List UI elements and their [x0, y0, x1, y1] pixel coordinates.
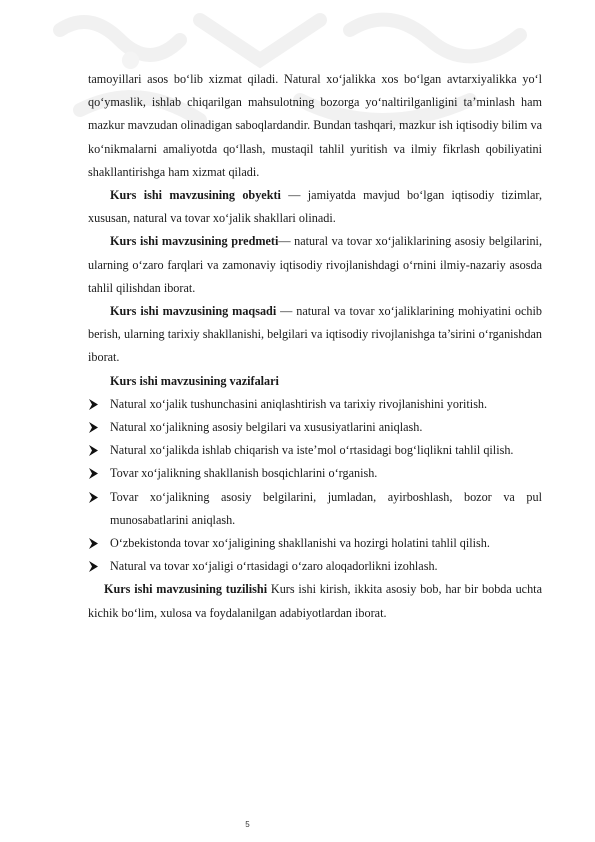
obyekt-label: Kurs ishi mavzusining obyekti	[110, 188, 281, 203]
maqsadi-paragraph	[88, 300, 542, 370]
vazifalari-list	[88, 393, 542, 579]
list-item-text: Tovar xo‘jalikning shakllanish bosqichlarini o‘rganish.	[110, 466, 378, 481]
document-page	[88, 68, 542, 625]
list-item-text: Natural xo‘jalik tushunchasini aniqlashtirish va tarixiy rivojlanishini yoritish.	[110, 396, 488, 411]
arrow-bullet-icon	[88, 538, 98, 549]
list-item	[88, 532, 542, 555]
predmeti-label: Kurs ishi mavzusining predmeti	[110, 234, 279, 249]
arrow-bullet-icon	[88, 492, 98, 503]
list-item-text: Natural xo‘jalikda ishlab chiqarish va iste’mol o‘rtasidagi bog‘liqlikni tahlil qilish.	[110, 443, 514, 458]
list-item	[88, 439, 542, 462]
list-item-text: Tovar xo‘jalikning asosiy belgilarini, jumladan, ayirboshlash, bozor va pul munosabatlarini aniqlash.	[110, 489, 542, 527]
vazifalari-heading: Kurs ishi mavzusining vazifalari	[110, 373, 279, 388]
list-item-text: O‘zbekistonda tovar xo‘jaligining shakllanishi va hozirgi holatini tahlil qilish.	[110, 536, 490, 551]
tuzilishi-label: Kurs ishi mavzusining tuzilishi	[104, 582, 268, 597]
arrow-bullet-icon	[88, 561, 98, 572]
list-item-text: Natural va tovar xo‘jaligi o‘rtasidagi o‘zaro aloqadorlikni izohlash.	[110, 559, 438, 574]
tuzilishi-text: Kurs ishi kirish, ikkita asosiy bob, har bir bobda uchta kichik bo‘lim, xulosa va foydalanilgan adabiyotlardan iborat.	[88, 582, 542, 620]
page-number: 5	[245, 820, 250, 829]
arrow-bullet-icon	[88, 468, 98, 479]
tuzilishi-paragraph	[88, 578, 542, 624]
maqsadi-label: Kurs ishi mavzusining maqsadi	[110, 304, 277, 319]
list-item	[88, 393, 542, 416]
list-item-text: Natural xo‘jalikning asosiy belgilari va xususiyatlarini aniqlash.	[110, 420, 423, 435]
obyekt-paragraph	[88, 184, 542, 230]
predmeti-text: — natural va tovar xo‘jaliklarining asosiy belgilarini, ularning o‘zaro farqlari va zamonaviy iqtisodiy rivojlanishdagi o‘rnini ilmiy-nazariy asosda tahlil qilishdan iborat.	[88, 234, 542, 295]
arrow-bullet-icon	[88, 445, 98, 456]
maqsadi-text: — natural va tovar xo‘jaliklarining mohiyatini ochib berish, ularning tarixiy shakllanishi, belgilari va iqtisodiy rivojlanishga ta’sirini o‘rganishdan iborat.	[88, 304, 542, 365]
intro-paragraph: tamoyillari asos bo‘lib xizmat qiladi. Natural xo‘jalikka xos bo‘lgan avtarxiyalikka yo‘l qo‘ymaslik, ishlab chiqarilgan mahsulotning bozorga yo‘naltirilganligini ta’minlash ham mazkur mavzudan olinadigan saboqlardandir. Bundan tashqari, mazkur ish iqtisodiy bilim va ko‘nikmalarni amaliyotda qo‘llash, mustaqil tahlil yuritish va ilmiy fikrlash qobiliyatini shakllantirishga ham xizmat qiladi.	[88, 72, 542, 179]
predmeti-paragraph	[88, 230, 542, 300]
list-item	[88, 555, 542, 578]
list-item	[88, 462, 542, 485]
obyekt-text: — jamiyatda mavjud bo‘lgan iqtisodiy tizimlar, xususan, natural va tovar xo‘jalik shakllari olinadi.	[88, 188, 542, 226]
list-item	[88, 416, 542, 439]
svg-text:•: •	[120, 26, 142, 93]
list-item	[88, 486, 542, 532]
arrow-bullet-icon	[88, 422, 98, 433]
arrow-bullet-icon	[88, 399, 98, 410]
